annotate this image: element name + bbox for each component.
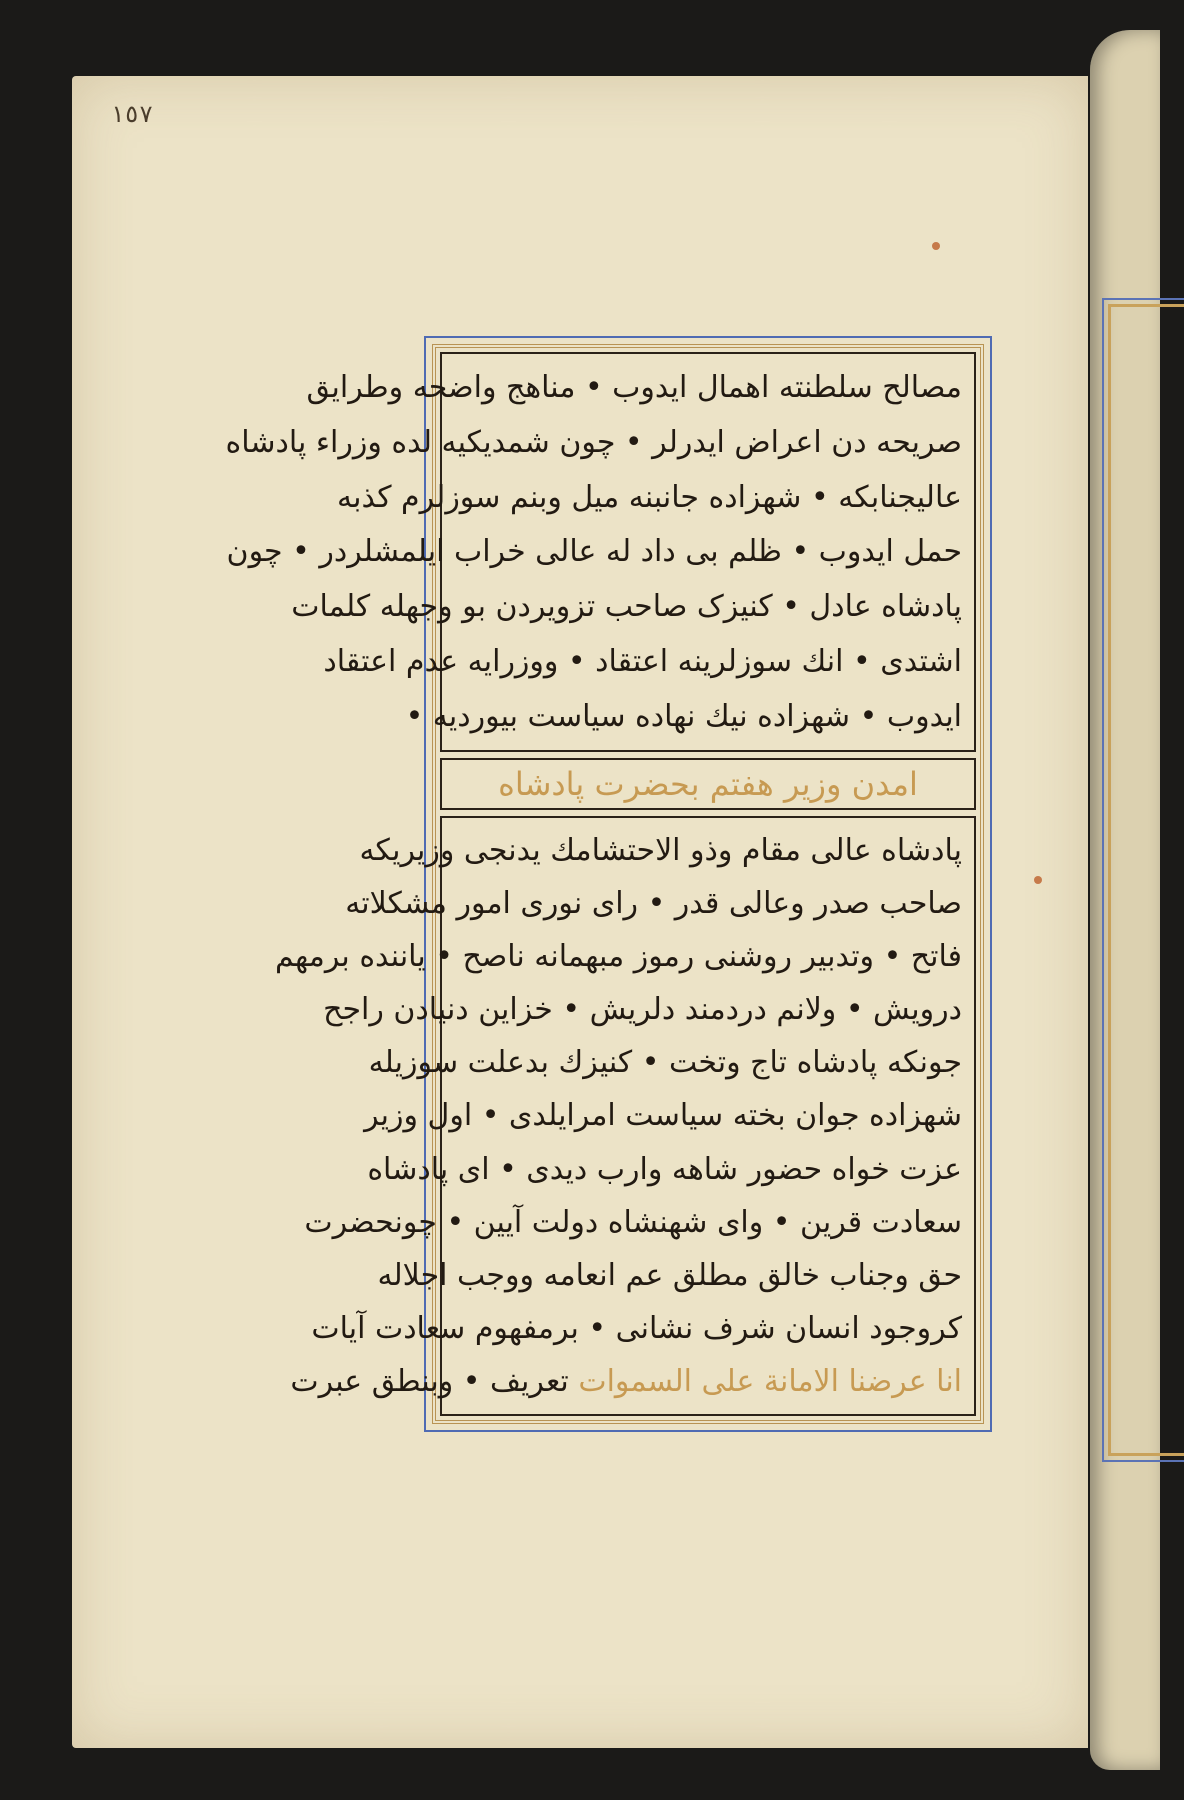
chapter-heading: [440, 758, 976, 810]
text-line: اشتدی • انك سوزلرینه اعتقاد • ووزرایه عدم اعتقاد: [323, 644, 962, 680]
text-line: صاحب صدر وعالی قدر • رای نوری امور مشکلاته: [345, 886, 962, 922]
text-line: حمل ایدوب • ظلم بی داد له عالی خراب ایلمشلردر • چون: [226, 534, 962, 570]
text-line: حق وجناب خالق مطلق عم انعامه ووجب اجلاله: [377, 1257, 962, 1293]
upper-text-panel: [225, 352, 976, 752]
text-line: پادشاه عالی مقام وذو الاحتشامك یدنجی وزیریکه: [359, 833, 962, 869]
text-line: صریحه دن اعراض ایدرلر • چون شمدیکیه لده وزراء پادشاه: [225, 424, 962, 460]
text-line: ایدوب • شهزاده نیك نهاده سیاست بیوردیه •: [405, 698, 962, 734]
folio-number: ١٥٧: [110, 100, 154, 128]
text-line: پادشاه عادل • کنیزک صاحب تزویردن بو وجهله کلمات: [291, 589, 962, 625]
text-line: سعادت قرین • وای شهنشاه دولت آیین • چونحضرت: [304, 1204, 962, 1240]
facing-page-edge: [1090, 30, 1160, 1770]
text-line: فاتح • وتدبیر روشنی رموز مبهمانه ناصح • یاننده برمهم: [275, 939, 962, 975]
text-block: [225, 336, 992, 1432]
ornament-dot: [932, 242, 940, 250]
quran-quote: انا عرضنا الامانة علی السموات: [578, 1363, 962, 1399]
ornament-dot: [1034, 876, 1042, 884]
last-text-line: [290, 1363, 962, 1399]
gold-border: [225, 344, 984, 1424]
text-line: شهزاده جوان بخته سیاست امرایلدی • اول وزیر: [364, 1098, 962, 1134]
text-line: عزت خواه حضور شاهه وارب دیدی • ای پادشاه: [367, 1151, 962, 1187]
last-line-text: تعریف • وبنطق عبرت: [290, 1363, 569, 1399]
text-line: درویش • ولانم دردمند دلریش • خزاین دنیادن راجح: [323, 992, 962, 1028]
chapter-heading-text: امدن وزیر هفتم بحضرت پادشاه: [498, 765, 918, 803]
text-line: کروجود انسان شرف نشانی • برمفهوم سعادت آیات: [311, 1310, 962, 1346]
facing-page-frame: [1102, 298, 1184, 1462]
text-line: عالیجنابکه • شهزاده جانبنه میل وبنم سوزلرم کذبه: [337, 479, 962, 515]
text-line: مصالح سلطنته اهمال ایدوب • مناهج واضحه وطرایق: [306, 369, 962, 405]
text-line: جونکه پادشاه تاج وتخت • کنیزك بدعلت سوزیله: [368, 1045, 962, 1081]
lower-text-panel: [275, 816, 976, 1416]
